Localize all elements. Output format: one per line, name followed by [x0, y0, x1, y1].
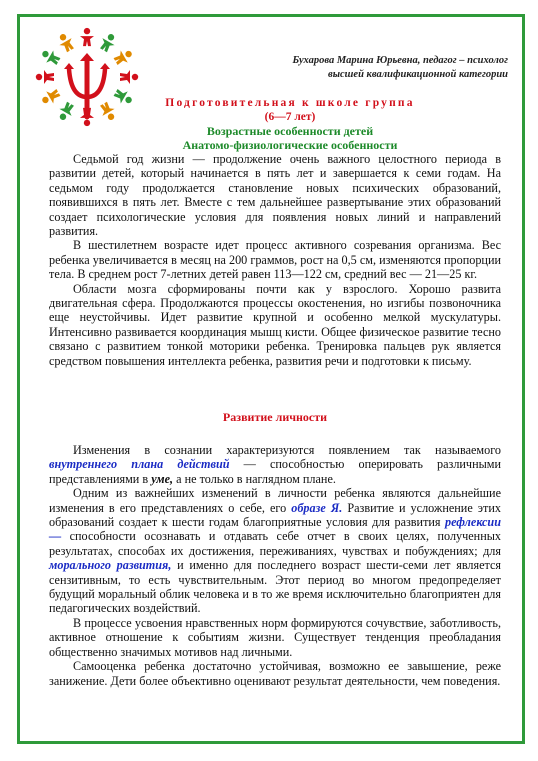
paragraph: Седьмой год жизни — продолжение очень важного целостного периода в развитии детей, который начинается в пять лет и завершается к семи годам. На седьмом году продолжается становление новых психических образований, появившихся в пять лет. Вместе с тем дальнейшее развертывание этих образований создает психологические условия для появления новых линий и направлений развития. [49, 152, 501, 239]
group-title: Подготовительная к школе группа [165, 97, 415, 109]
subtitle-age-features: Возрастные особенности детей [206, 124, 374, 138]
child-figure-icon [112, 46, 135, 67]
child-figure-icon [97, 100, 118, 123]
paragraph: В процессе усвоения нравственных норм формируются сочувствие, заботливость, активное отношение к событиям жизни. Существует тенденция преобладания общественно значимых мотивов над личными. [49, 615, 501, 659]
author-qualification: высшей квалификационной категории [328, 69, 508, 80]
header-block [140, 96, 440, 152]
paragraph: Одним из важнейших изменений в личности ребенка являются дальнейшие изменения в его представлениях о себе, его образе Я. Развитие и усложнение этих образований создает к шести годам благоприятные условия для развития рефлексии — способности осознавать и отдавать себе отчет в своих целях, полученных результатах, способах их достижения, переживаниях, чувствах и побуждениях; для морального развития, и именно для последнего возраст шести-семи лет является сензитивным, то есть чувствительным. Этот период во многом предопределяет будущий моральный облик человека и в то же время исключительно благоприятен для педагогических воздействий. [49, 486, 502, 616]
term-self-image: образе Я. [291, 500, 343, 515]
child-figure-icon [39, 46, 62, 67]
term-reflection: рефлексии — [49, 515, 501, 544]
child-figure-icon [97, 31, 118, 54]
author-name: Бухарова Марина Юрьевна, педагог – психолог [292, 55, 508, 66]
section-anatomy [49, 152, 501, 368]
child-figure-icon [55, 100, 76, 123]
child-figure-icon [55, 31, 76, 54]
child-figure-icon [80, 28, 94, 46]
child-figure-icon [39, 86, 62, 107]
paragraph: Области мозга сформированы почти как у взрослого. Хорошо развита двигательная сфера. Продолжаются процессы окостенения, но изгибы позвоночника еще неустойчивы. Идет развитие крупной и особенно мелкой мускулатуры. Интенсивно развивается координация мышц кисти. Общее физическое развитие тесно связано с развитием тонкой моторики ребенка. Тренировка пальцев рук является средством повышения интеллекта ребенка, развития речи и подготовки к письму. [49, 281, 501, 368]
child-figure-icon [112, 86, 135, 107]
term-inner-plan: внутреннего плана действий [49, 457, 230, 472]
subtitle-anatomy: Анатомо-физиологические особенности [182, 138, 398, 152]
author-block [208, 54, 508, 82]
section-personality [49, 443, 501, 688]
term-mind: уме, [151, 471, 174, 486]
psi-logo-icon [27, 25, 147, 129]
paragraph: В шестилетнем возрасте идет процесс активного созревания организма. Вес ребенка увеличивается в месяц на 200 граммов, рост на 0,5 см, изменяются пропорции тела. В среднем рост 7-летних детей равен 113—122 см, средний вес — 21—25 кг. [49, 238, 501, 282]
paragraph: Самооценка ребенка достаточно устойчивая, возможно ее завышение, реже занижение. Дети более объективно оценивают результат деятельности, чем поведения. [49, 659, 501, 688]
child-figure-icon [120, 70, 138, 84]
child-figure-icon [36, 70, 54, 84]
age-range: (6—7 лет) [264, 111, 316, 123]
paragraph: Изменения в сознании характеризуются появлением так называемого внутреннего плана действий — способностью оперировать различными представлениями в уме, а не только в наглядном плане. [49, 443, 502, 486]
section-title-personality: Развитие личности [222, 410, 328, 424]
term-moral-development: морального развития, [49, 558, 172, 573]
